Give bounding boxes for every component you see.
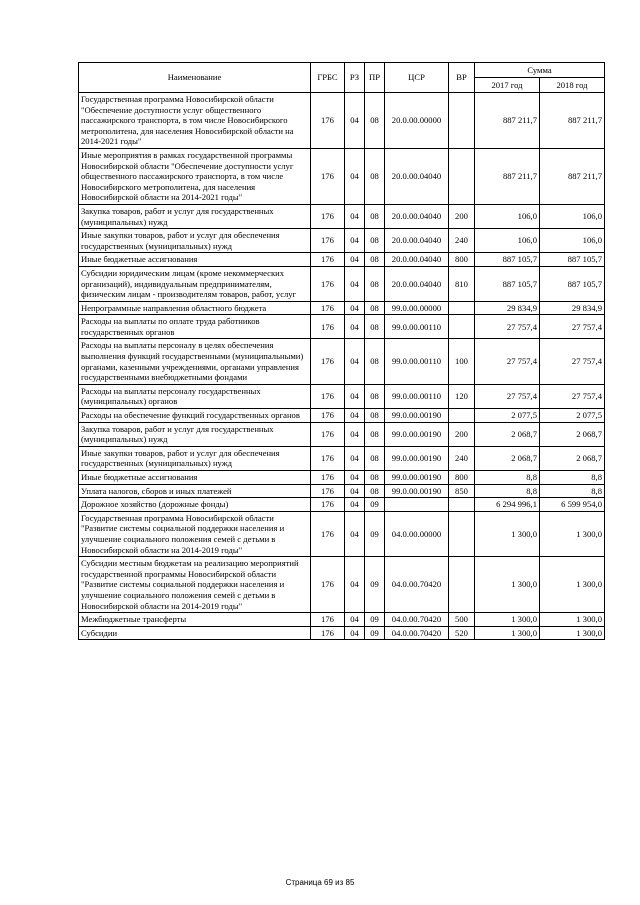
cell-sum-2018: 27 757,4 — [540, 339, 605, 384]
cell-name: Закупка товаров, работ и услуг для государственных (муниципальных) нужд — [79, 422, 311, 446]
cell-pr: 09 — [365, 613, 385, 627]
cell-grbs: 176 — [311, 471, 345, 485]
cell-vr: 810 — [449, 266, 475, 301]
cell-vr: 120 — [449, 384, 475, 408]
cell-sum-2017: 27 757,4 — [475, 315, 540, 339]
cell-rz: 04 — [345, 93, 365, 149]
cell-rz: 04 — [345, 229, 365, 253]
cell-vr — [449, 498, 475, 512]
table-row — [79, 253, 605, 267]
cell-name: Расходы на выплаты персоналу государственных (муниципальных) органов — [79, 384, 311, 408]
table-row — [79, 409, 605, 423]
cell-sum-2017: 1 300,0 — [475, 557, 540, 613]
header-vr: ВР — [449, 63, 475, 93]
cell-grbs: 176 — [311, 229, 345, 253]
header-name: Наименование — [79, 63, 311, 93]
cell-sum-2018: 887 105,7 — [540, 266, 605, 301]
cell-vr — [449, 301, 475, 315]
budget-table — [78, 62, 605, 640]
cell-csr: 99.0.00.00190 — [385, 446, 449, 470]
cell-csr: 99.0.00.00190 — [385, 409, 449, 423]
table-row — [79, 204, 605, 228]
cell-grbs: 176 — [311, 626, 345, 640]
cell-sum-2018: 887 211,7 — [540, 148, 605, 204]
cell-csr: 04.0.00.70420 — [385, 557, 449, 613]
cell-grbs: 176 — [311, 266, 345, 301]
cell-sum-2018: 2 068,7 — [540, 446, 605, 470]
cell-vr: 100 — [449, 339, 475, 384]
table-row — [79, 148, 605, 204]
cell-csr: 99.0.00.00110 — [385, 339, 449, 384]
cell-sum-2017: 2 068,7 — [475, 446, 540, 470]
cell-sum-2018: 8,8 — [540, 484, 605, 498]
cell-csr: 20.0.00.00000 — [385, 93, 449, 149]
cell-rz: 04 — [345, 557, 365, 613]
cell-grbs: 176 — [311, 422, 345, 446]
cell-sum-2018: 1 300,0 — [540, 557, 605, 613]
cell-name: Субсидии местным бюджетам на реализацию мероприятий государственной программы Новосибирской области "Развитие системы социальной поддержки населения и улучшение социального положения семей с детьми в Новосибирской области на 2014-2019 годы" — [79, 557, 311, 613]
cell-grbs: 176 — [311, 315, 345, 339]
cell-rz: 04 — [345, 484, 365, 498]
cell-vr — [449, 409, 475, 423]
cell-rz: 04 — [345, 384, 365, 408]
cell-rz: 04 — [345, 148, 365, 204]
cell-rz: 04 — [345, 409, 365, 423]
cell-pr: 08 — [365, 148, 385, 204]
cell-grbs: 176 — [311, 511, 345, 556]
cell-rz: 04 — [345, 446, 365, 470]
cell-pr: 09 — [365, 626, 385, 640]
cell-sum-2018: 2 068,7 — [540, 422, 605, 446]
cell-pr: 08 — [365, 339, 385, 384]
cell-csr: 20.0.00.04040 — [385, 148, 449, 204]
cell-pr: 08 — [365, 384, 385, 408]
cell-csr: 04.0.00.70420 — [385, 626, 449, 640]
cell-vr: 200 — [449, 204, 475, 228]
cell-vr: 240 — [449, 229, 475, 253]
cell-csr: 20.0.00.04040 — [385, 229, 449, 253]
cell-name: Субсидии юридическим лицам (кроме некоммерческих организаций), индивидуальным предпринимателям, физическим лицам - производителям товаров, работ, услуг — [79, 266, 311, 301]
cell-name: Непрограммные направления областного бюджета — [79, 301, 311, 315]
cell-name: Расходы на выплаты персоналу в целях обеспечения выполнения функций государственными (муниципальными) органами, казенными учреждениями, органами управления государственными внебюджетными фондами — [79, 339, 311, 384]
table-row — [79, 557, 605, 613]
cell-name: Уплата налогов, сборов и иных платежей — [79, 484, 311, 498]
cell-sum-2017: 887 211,7 — [475, 148, 540, 204]
cell-name: Иные бюджетные ассигнования — [79, 253, 311, 267]
cell-grbs: 176 — [311, 93, 345, 149]
header-2017: 2017 год — [475, 78, 540, 93]
cell-pr: 08 — [365, 266, 385, 301]
cell-vr: 200 — [449, 422, 475, 446]
cell-sum-2017: 887 211,7 — [475, 93, 540, 149]
cell-csr: 20.0.00.04040 — [385, 266, 449, 301]
table-row — [79, 93, 605, 149]
cell-csr: 99.0.00.00110 — [385, 384, 449, 408]
cell-grbs: 176 — [311, 484, 345, 498]
cell-sum-2017: 8,8 — [475, 471, 540, 485]
table-row — [79, 626, 605, 640]
cell-vr — [449, 511, 475, 556]
cell-pr: 09 — [365, 498, 385, 512]
cell-vr — [449, 557, 475, 613]
table-row — [79, 484, 605, 498]
cell-sum-2017: 6 294 996,1 — [475, 498, 540, 512]
cell-sum-2017: 1 300,0 — [475, 626, 540, 640]
header-2018: 2018 год — [540, 78, 605, 93]
cell-pr: 08 — [365, 484, 385, 498]
cell-name: Расходы на обеспечение функций государственных органов — [79, 409, 311, 423]
cell-grbs: 176 — [311, 557, 345, 613]
cell-sum-2018: 27 757,4 — [540, 315, 605, 339]
cell-pr: 08 — [365, 301, 385, 315]
cell-csr: 20.0.00.04040 — [385, 253, 449, 267]
cell-sum-2017: 8,8 — [475, 484, 540, 498]
cell-csr: 99.0.00.00190 — [385, 484, 449, 498]
table-row — [79, 498, 605, 512]
table-row — [79, 266, 605, 301]
cell-grbs: 176 — [311, 498, 345, 512]
cell-sum-2018: 106,0 — [540, 204, 605, 228]
cell-csr: 99.0.00.00000 — [385, 301, 449, 315]
cell-grbs: 176 — [311, 339, 345, 384]
cell-pr: 09 — [365, 511, 385, 556]
cell-name: Субсидии — [79, 626, 311, 640]
cell-name: Государственная программа Новосибирской области "Развитие системы социальной поддержки населения и улучшение социального положения семей с детьми в Новосибирской области на 2014-2019 годы" — [79, 511, 311, 556]
header-sum: Сумма — [475, 63, 605, 78]
cell-csr: 99.0.00.00190 — [385, 422, 449, 446]
table-row — [79, 613, 605, 627]
cell-csr: 20.0.00.04040 — [385, 204, 449, 228]
cell-grbs: 176 — [311, 204, 345, 228]
cell-sum-2018: 887 211,7 — [540, 93, 605, 149]
cell-pr: 08 — [365, 229, 385, 253]
cell-sum-2018: 8,8 — [540, 471, 605, 485]
cell-sum-2018: 1 300,0 — [540, 613, 605, 627]
cell-pr: 08 — [365, 315, 385, 339]
cell-csr: 99.0.00.00190 — [385, 471, 449, 485]
cell-grbs: 176 — [311, 301, 345, 315]
table-row — [79, 339, 605, 384]
cell-sum-2017: 106,0 — [475, 229, 540, 253]
cell-rz: 04 — [345, 315, 365, 339]
cell-name: Государственная программа Новосибирской области "Обеспечение доступности услуг общественного пассажирского транспорта, в том числе Новосибирского метрополитена, для населения Новосибирской области на 2014-2021 годы" — [79, 93, 311, 149]
cell-vr: 850 — [449, 484, 475, 498]
cell-sum-2017: 2 077,5 — [475, 409, 540, 423]
cell-vr: 240 — [449, 446, 475, 470]
cell-sum-2017: 887 105,7 — [475, 253, 540, 267]
cell-name: Иные закупки товаров, работ и услуг для обеспечения государственных (муниципальных) нужд — [79, 446, 311, 470]
cell-sum-2018: 2 077,5 — [540, 409, 605, 423]
cell-sum-2017: 27 757,4 — [475, 384, 540, 408]
cell-rz: 04 — [345, 253, 365, 267]
cell-sum-2018: 29 834,9 — [540, 301, 605, 315]
table-row — [79, 384, 605, 408]
cell-pr: 08 — [365, 471, 385, 485]
header-rz: РЗ — [345, 63, 365, 93]
cell-pr: 08 — [365, 253, 385, 267]
header-pr: ПР — [365, 63, 385, 93]
cell-vr — [449, 315, 475, 339]
table-row — [79, 301, 605, 315]
cell-pr: 08 — [365, 204, 385, 228]
cell-sum-2018: 1 300,0 — [540, 626, 605, 640]
cell-sum-2017: 27 757,4 — [475, 339, 540, 384]
cell-csr: 99.0.00.00110 — [385, 315, 449, 339]
cell-csr: 04.0.00.00000 — [385, 511, 449, 556]
cell-sum-2018: 6 599 954,0 — [540, 498, 605, 512]
table-row — [79, 229, 605, 253]
header-csr: ЦСР — [385, 63, 449, 93]
cell-pr: 08 — [365, 93, 385, 149]
cell-grbs: 176 — [311, 253, 345, 267]
cell-csr: 04.0.00.70420 — [385, 613, 449, 627]
cell-name: Межбюджетные трансферты — [79, 613, 311, 627]
cell-name: Иные бюджетные ассигнования — [79, 471, 311, 485]
page-number: Страница 69 из 85 — [285, 878, 355, 887]
cell-sum-2017: 106,0 — [475, 204, 540, 228]
cell-sum-2017: 887 105,7 — [475, 266, 540, 301]
table-row — [79, 422, 605, 446]
cell-pr: 08 — [365, 409, 385, 423]
cell-grbs: 176 — [311, 409, 345, 423]
cell-pr: 09 — [365, 557, 385, 613]
cell-grbs: 176 — [311, 613, 345, 627]
cell-name: Расходы на выплаты по оплате труда работников государственных органов — [79, 315, 311, 339]
cell-vr — [449, 93, 475, 149]
cell-rz: 04 — [345, 204, 365, 228]
cell-vr — [449, 148, 475, 204]
cell-rz: 04 — [345, 266, 365, 301]
table-row — [79, 446, 605, 470]
cell-grbs: 176 — [311, 148, 345, 204]
cell-vr: 520 — [449, 626, 475, 640]
cell-vr: 800 — [449, 471, 475, 485]
cell-name: Закупка товаров, работ и услуг для государственных (муниципальных) нужд — [79, 204, 311, 228]
cell-sum-2017: 2 068,7 — [475, 422, 540, 446]
table-row — [79, 471, 605, 485]
cell-rz: 04 — [345, 613, 365, 627]
cell-grbs: 176 — [311, 446, 345, 470]
cell-sum-2017: 1 300,0 — [475, 613, 540, 627]
budget-table-container — [78, 62, 604, 640]
cell-rz: 04 — [345, 498, 365, 512]
cell-pr: 08 — [365, 446, 385, 470]
cell-csr — [385, 498, 449, 512]
cell-sum-2018: 106,0 — [540, 229, 605, 253]
cell-rz: 04 — [345, 339, 365, 384]
cell-rz: 04 — [345, 422, 365, 446]
cell-sum-2018: 27 757,4 — [540, 384, 605, 408]
cell-sum-2018: 887 105,7 — [540, 253, 605, 267]
cell-name: Иные закупки товаров, работ и услуг для обеспечения государственных (муниципальных) нужд — [79, 229, 311, 253]
cell-sum-2017: 29 834,9 — [475, 301, 540, 315]
cell-pr: 08 — [365, 422, 385, 446]
cell-rz: 04 — [345, 626, 365, 640]
cell-name: Иные мероприятия в рамках государственной программы Новосибирской области "Обеспечение доступности услуг общественного пассажирского транспорта, в том числе Новосибирского метрополитена, для населения Новосибирской области на 2014-2021 годы" — [79, 148, 311, 204]
cell-sum-2018: 1 300,0 — [540, 511, 605, 556]
cell-vr: 500 — [449, 613, 475, 627]
cell-sum-2017: 1 300,0 — [475, 511, 540, 556]
table-row — [79, 511, 605, 556]
cell-rz: 04 — [345, 301, 365, 315]
cell-rz: 04 — [345, 511, 365, 556]
cell-grbs: 176 — [311, 384, 345, 408]
cell-rz: 04 — [345, 471, 365, 485]
table-body — [79, 93, 605, 640]
header-grbs: ГРБС — [311, 63, 345, 93]
table-row — [79, 315, 605, 339]
cell-name: Дорожное хозяйство (дорожные фонды) — [79, 498, 311, 512]
cell-vr: 800 — [449, 253, 475, 267]
